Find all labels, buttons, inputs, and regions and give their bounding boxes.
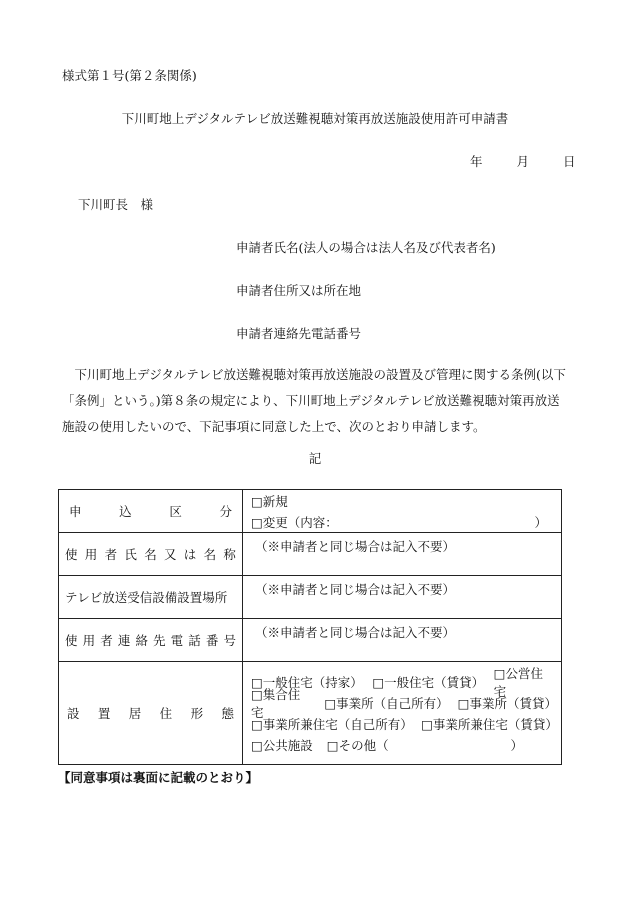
label-char: 使 <box>65 547 78 562</box>
label-char: 電 <box>170 633 184 648</box>
label-char: 氏 <box>124 547 137 562</box>
option-house-owned[interactable]: □一般住宅（持家） <box>251 674 363 690</box>
row-user-phone <box>59 619 562 662</box>
addressee: 下川町長 様 <box>78 197 154 212</box>
label-char: 話 <box>188 633 201 648</box>
date-year: 年 <box>470 154 483 169</box>
label-char: 態 <box>221 706 234 721</box>
label-char: 名 <box>203 547 217 562</box>
label-char: 込 <box>119 504 132 519</box>
label-char: 称 <box>223 547 236 562</box>
tv-location-field[interactable] <box>243 576 562 619</box>
option-office-owned[interactable]: □事業所（自己所有） <box>324 695 449 711</box>
user-phone-field[interactable] <box>243 619 562 662</box>
date-day: 日 <box>562 154 576 169</box>
change-close-paren: ） <box>534 514 547 530</box>
other-close-paren: ） <box>510 737 523 753</box>
label-char: 使 <box>65 633 78 648</box>
option-public-housing[interactable]: □公営住宅 <box>493 665 543 699</box>
date-month: 月 <box>516 154 529 169</box>
label-char: 設 <box>67 706 80 721</box>
row-tv-location <box>59 576 562 619</box>
form-number: 様式第１号(第２条関係) <box>62 68 197 83</box>
ki-heading: 記 <box>308 451 322 466</box>
label-char: 分 <box>219 504 232 519</box>
tv-location-note: （※申請者と同じ場合は記入不要） <box>255 582 456 597</box>
document-title: 下川町地上デジタルテレビ放送難視聴対策再放送施設使用許可申請書 <box>121 111 509 126</box>
label-char: 用 <box>84 547 98 562</box>
residence-options <box>243 662 562 765</box>
row-residence <box>59 662 562 765</box>
label-char: 区 <box>169 504 182 519</box>
row-application-type <box>59 490 562 533</box>
option-change-label: □変更（内容： <box>251 514 338 530</box>
applicant-phone-label: 申請者連絡先電話番号 <box>236 326 362 341</box>
label-char: 先 <box>153 633 166 648</box>
row-user-name <box>59 533 562 576</box>
option-new[interactable] <box>251 490 553 511</box>
label-char: 者 <box>100 633 113 648</box>
label-char: 絡 <box>135 633 148 648</box>
footnote: 【同意事項は裏面に記載のとおり】 <box>58 770 259 785</box>
date-line <box>470 152 575 170</box>
label-residence <box>59 662 243 765</box>
label-char: 住 <box>159 706 173 721</box>
option-office-house-rented[interactable]: □事業所兼住宅（賃貸） <box>421 716 558 732</box>
label-char: 申 <box>69 504 82 519</box>
user-name-field[interactable] <box>243 533 562 576</box>
label-application-type <box>59 490 243 533</box>
user-phone-note: （※申請者と同じ場合は記入不要） <box>255 625 456 640</box>
label-char: は <box>183 547 197 562</box>
application-form-table <box>58 489 562 765</box>
label-char: 形 <box>190 706 204 721</box>
label-char: 名 <box>144 547 157 562</box>
option-office-house-owned[interactable]: □事業所兼住宅（自己所有） <box>251 716 413 732</box>
label-char: 用 <box>82 633 96 648</box>
label-tv-location: テレビ放送受信設備設置場所 <box>59 576 243 619</box>
option-new-label: □新規 <box>251 493 288 509</box>
label-user-name <box>59 533 243 576</box>
label-char: 号 <box>223 633 236 648</box>
label-char: 居 <box>128 706 142 721</box>
option-apartment[interactable]: □集合住宅 <box>251 686 301 720</box>
label-char: 置 <box>97 706 111 721</box>
applicant-address-label: 申請者住所又は所在地 <box>236 283 362 298</box>
label-user-phone <box>59 619 243 662</box>
user-name-note: （※申請者と同じ場合は記入不要） <box>255 539 456 554</box>
value-application-type <box>243 490 562 533</box>
option-public-facility[interactable]: □公共施設 <box>251 737 313 753</box>
label-char: 連 <box>117 633 131 648</box>
applicant-name-label: 申請者氏名(法人の場合は法人名及び代表者名) <box>236 240 496 255</box>
label-char: 又 <box>163 547 177 562</box>
option-office-rented[interactable]: □事業所（賃貸） <box>457 695 557 711</box>
option-other[interactable]: □その他（ <box>326 737 389 753</box>
label-char: 番 <box>205 633 219 648</box>
label-char: 者 <box>104 547 118 562</box>
body-paragraph: 下川町地上デジタルテレビ放送難視聴対策再放送施設の設置及び管理に関する条例(以下「条例」という。)第８条の規定により、下川町地上デジタルテレビ放送難視聴対策再放送施設の使用したいので、下記事項に同意した上で、次のとおり申請します。 <box>62 367 566 434</box>
option-house-rented[interactable]: □一般住宅（賃貸） <box>372 674 485 690</box>
option-change[interactable] <box>251 511 553 532</box>
